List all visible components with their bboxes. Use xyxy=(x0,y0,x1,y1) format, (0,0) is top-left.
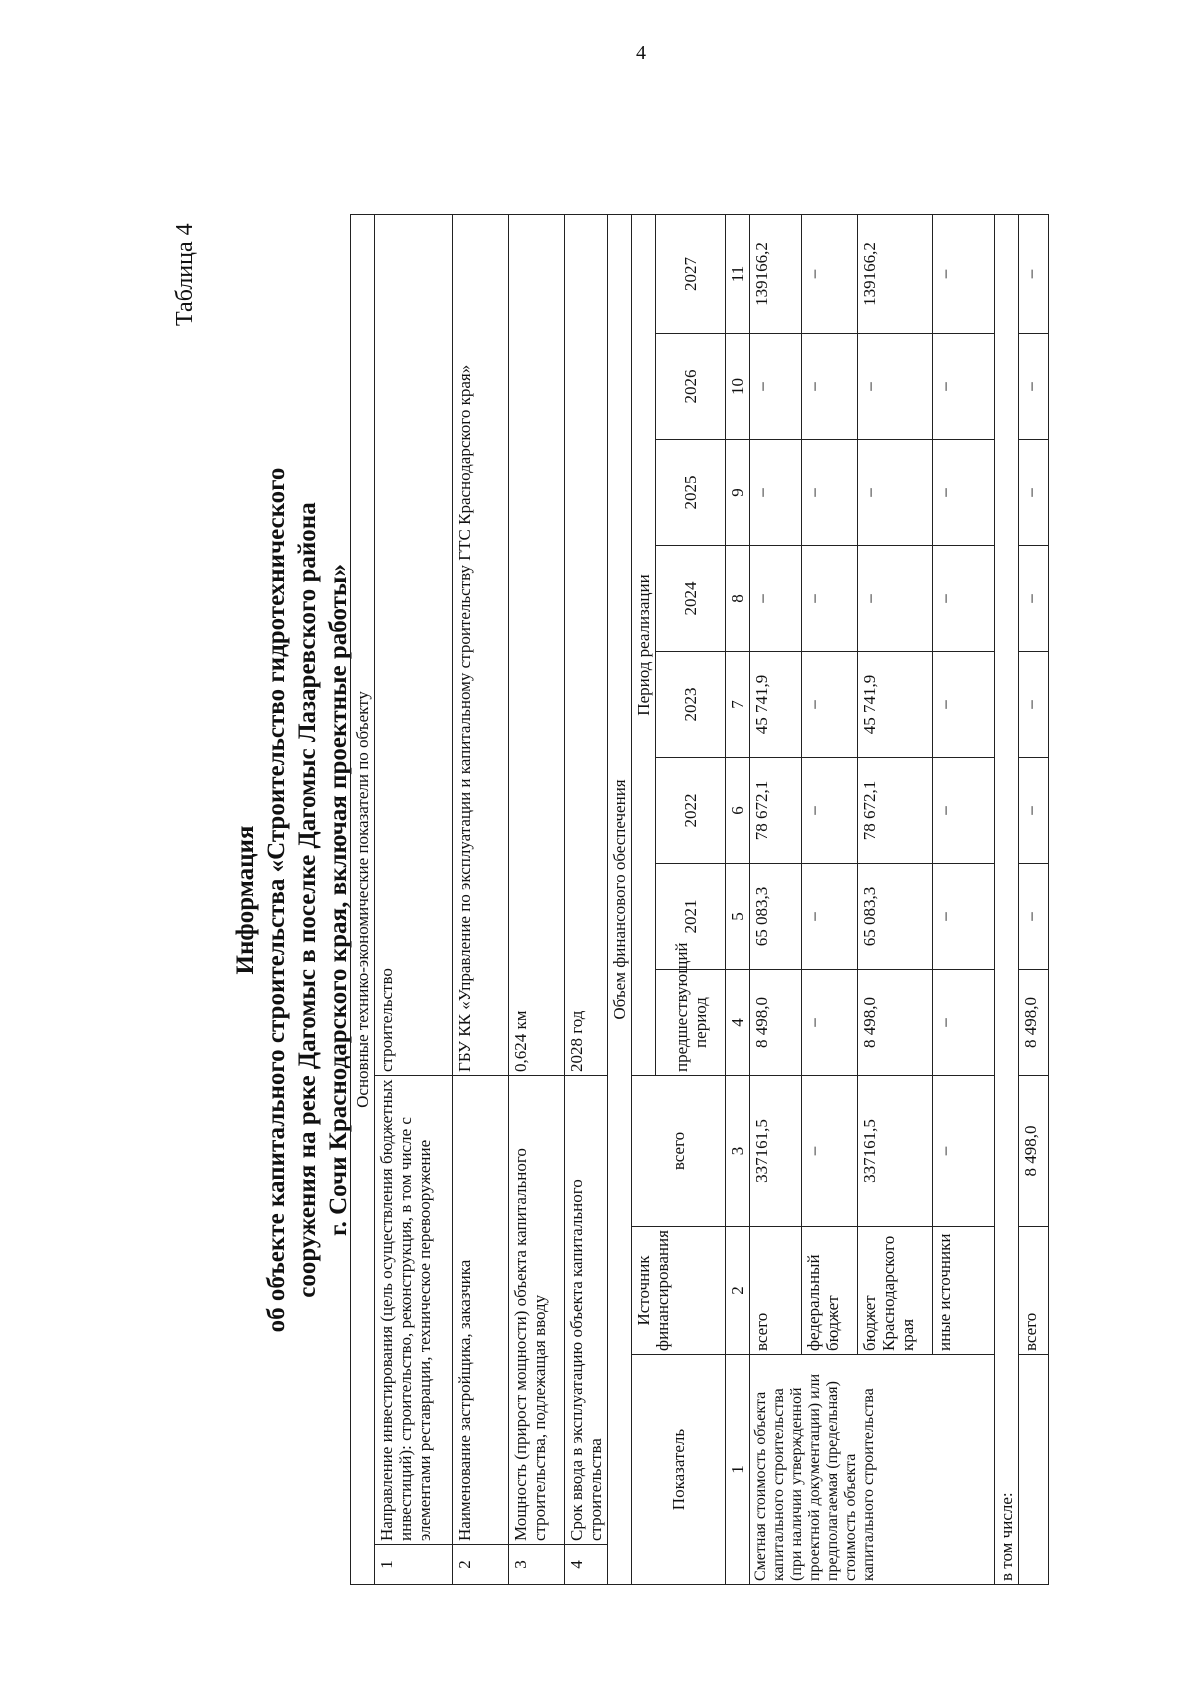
value-cell: 78 672,1 xyxy=(750,758,802,864)
value-cell: – xyxy=(802,214,858,333)
indicator-value: строительство xyxy=(375,214,453,1075)
value-cell: – xyxy=(802,970,858,1076)
heading-line-2: об объекте капитального строительства «Строительство гидротехнического xyxy=(263,467,290,1333)
year-header: 2025 xyxy=(656,440,726,546)
value-cell: 139166,2 xyxy=(858,214,933,333)
document-heading xyxy=(230,150,354,1650)
value-cell: – xyxy=(933,758,995,864)
value-cell: – xyxy=(858,546,933,652)
year-header: 2023 xyxy=(656,652,726,758)
value-cell: 45 741,9 xyxy=(750,652,802,758)
source-label: всего xyxy=(1019,1227,1049,1355)
year-header: 2022 xyxy=(656,758,726,864)
column-number: 10 xyxy=(726,334,750,440)
finance-row xyxy=(1019,214,1049,1584)
value-cell: – xyxy=(1019,652,1049,758)
column-number: 4 xyxy=(726,970,750,1076)
heading-line-3: сооружения на реке Дагомыс в поселке Дагомыс Лазаревского района xyxy=(294,502,321,1298)
finance-header-row xyxy=(632,214,656,1584)
value-cell: 8 498,0 xyxy=(1019,970,1049,1076)
including-row xyxy=(995,214,1019,1584)
value-cell: – xyxy=(750,440,802,546)
period-header: Период реализации xyxy=(632,214,656,1075)
indicator-row xyxy=(375,214,453,1584)
indicator-column-header: Показатель xyxy=(632,1355,726,1585)
indicator-number: 3 xyxy=(509,1545,565,1585)
column-number: 6 xyxy=(726,758,750,864)
indicator-row xyxy=(509,214,565,1584)
previous-period-header: предшествующий период xyxy=(656,970,726,1076)
indicator-value: 0,624 км xyxy=(509,214,565,1075)
heading-line-4: г. Сочи Краснодарского края, включая проектные работы» xyxy=(325,564,352,1236)
source-column-header: Источник финансирования xyxy=(632,1227,726,1355)
value-cell: – xyxy=(802,652,858,758)
value-cell: – xyxy=(750,546,802,652)
column-number: 2 xyxy=(726,1227,750,1355)
indicator-row xyxy=(453,214,509,1584)
indicator-description: Сметная стоимость объекта капитального строительства (при наличии утвержденной проектной документации) или предполагаемая (предельная) стоимость объекта капитального строительства xyxy=(750,1355,995,1585)
year-header: 2021 xyxy=(656,864,726,970)
total-column-header: всего xyxy=(632,1076,726,1227)
finance-section-title: Объем финансового обеспечения xyxy=(608,214,632,1584)
value-cell: – xyxy=(1019,758,1049,864)
finance-section-row xyxy=(608,214,632,1584)
value-cell: 8 498,0 xyxy=(1019,1076,1049,1227)
indicator-label: Срок ввода в эксплуатацию объекта капитального строительства xyxy=(565,1076,608,1545)
value-cell: 65 083,3 xyxy=(858,864,933,970)
source-label: всего xyxy=(750,1227,802,1355)
value-cell: – xyxy=(933,864,995,970)
value-cell: – xyxy=(1019,334,1049,440)
value-cell: – xyxy=(1019,864,1049,970)
value-cell: – xyxy=(802,1076,858,1227)
value-cell: – xyxy=(933,214,995,333)
value-cell: – xyxy=(802,758,858,864)
value-cell: – xyxy=(750,334,802,440)
column-numbers-row xyxy=(726,214,750,1584)
column-number: 3 xyxy=(726,1076,750,1227)
info-table xyxy=(350,214,1049,1585)
value-cell: – xyxy=(933,1076,995,1227)
column-number: 9 xyxy=(726,440,750,546)
value-cell: 45 741,9 xyxy=(858,652,933,758)
year-header: 2027 xyxy=(656,214,726,333)
indicators-header-row xyxy=(351,214,375,1584)
including-label: в том числе: xyxy=(995,214,1019,1584)
value-cell: 65 083,3 xyxy=(750,864,802,970)
value-cell: 337161,5 xyxy=(858,1076,933,1227)
indicators-section-title: Основные технико-экономические показатели по объекту xyxy=(351,214,375,1584)
indicator-value: ГБУ КК «Управление по эксплуатации и капитальному строительству ГТС Краснодарского края» xyxy=(453,214,509,1075)
value-cell: – xyxy=(933,334,995,440)
indicator-row xyxy=(565,214,608,1584)
value-cell: – xyxy=(933,970,995,1076)
column-number: 7 xyxy=(726,652,750,758)
indicator-label: Направление инвестирования (цель осуществления бюджетных инвестиций): строительство, реконструкция, в том числе с элементами реставрации, техническое перевооружение xyxy=(375,1076,453,1545)
finance-row xyxy=(750,214,802,1584)
value-cell: 8 498,0 xyxy=(750,970,802,1076)
indicator-label: Наименование застройщика, заказчика xyxy=(453,1076,509,1545)
value-cell: 8 498,0 xyxy=(858,970,933,1076)
heading-title: Информация xyxy=(232,825,259,975)
page-number: 4 xyxy=(636,42,646,64)
table-label: Таблица 4 xyxy=(172,223,198,326)
indicator-value: 2028 год xyxy=(565,214,608,1075)
indicator-number: 1 xyxy=(375,1545,453,1585)
value-cell: – xyxy=(1019,546,1049,652)
value-cell: – xyxy=(802,864,858,970)
year-header: 2024 xyxy=(656,546,726,652)
value-cell: – xyxy=(933,440,995,546)
value-cell: – xyxy=(933,652,995,758)
value-cell: 78 672,1 xyxy=(858,758,933,864)
value-cell: – xyxy=(933,546,995,652)
column-number: 11 xyxy=(726,214,750,333)
column-number: 1 xyxy=(726,1355,750,1585)
value-cell: – xyxy=(1019,214,1049,333)
source-label: иные источники xyxy=(933,1227,995,1355)
value-cell: 337161,5 xyxy=(750,1076,802,1227)
year-header: 2026 xyxy=(656,334,726,440)
value-cell: – xyxy=(858,440,933,546)
value-cell: 139166,2 xyxy=(750,214,802,333)
indicator-label: Мощность (прирост мощности) объекта капитального строительства, подлежащая вводу xyxy=(509,1076,565,1545)
column-number: 5 xyxy=(726,864,750,970)
value-cell: – xyxy=(1019,440,1049,546)
indicator-number: 2 xyxy=(453,1545,509,1585)
blank-cell xyxy=(1019,1355,1049,1585)
value-cell: – xyxy=(802,546,858,652)
value-cell: – xyxy=(802,334,858,440)
indicator-number: 4 xyxy=(565,1545,608,1585)
rotated-content xyxy=(160,150,1160,1650)
value-cell: – xyxy=(802,440,858,546)
source-label: федеральный бюджет xyxy=(802,1227,858,1355)
source-label: бюджет Краснодарского края xyxy=(858,1227,933,1355)
value-cell: – xyxy=(858,334,933,440)
column-number: 8 xyxy=(726,546,750,652)
